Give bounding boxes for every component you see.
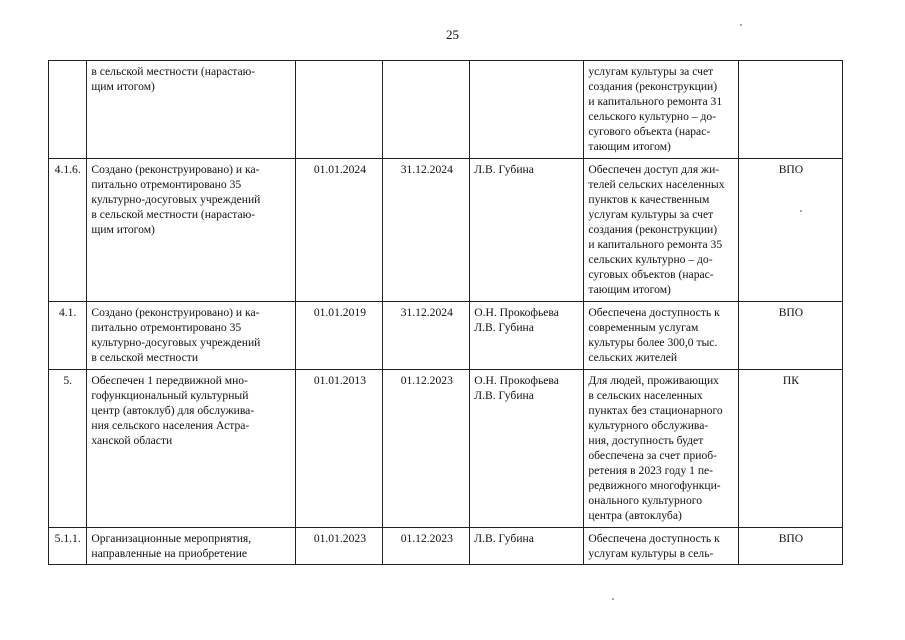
text-line: и капитального ремонта 31 — [588, 95, 723, 108]
text-line: в сельской местности — [91, 351, 199, 364]
item-number-cell: 5.1.1. — [49, 528, 87, 565]
start-date-cell: 01.01.2024 — [296, 159, 383, 302]
text-line: ретения в 2023 году 1 пе- — [588, 464, 714, 477]
text-line: питально отремонтировано 35 — [91, 321, 242, 334]
result-cell — [584, 528, 739, 565]
document-type-cell — [738, 61, 842, 159]
text-line: Организационные мероприятия, — [91, 532, 252, 545]
table-row — [49, 528, 843, 565]
table-row — [49, 302, 843, 370]
result-cell — [584, 370, 739, 528]
text-line: в сельских населенных — [588, 389, 703, 402]
text-line: культурно-досуговых учреждений — [91, 336, 261, 349]
text-line: Обеспечена доступность к — [588, 306, 720, 319]
item-name-cell — [87, 159, 296, 302]
text-line: в сельской местности (нарастаю- — [91, 208, 256, 221]
text-line: услугам культуры в сель- — [588, 547, 714, 560]
end-date-cell: 01.12.2023 — [383, 370, 470, 528]
item-number-cell: 4.1.6. — [49, 159, 87, 302]
text-line: центра (автоклуба) — [588, 509, 682, 522]
text-line: Обеспечен 1 передвижной мно- — [91, 374, 248, 387]
result-cell — [584, 159, 739, 302]
text-line: пунктах без стационарного — [588, 404, 723, 417]
text-line: направленные на приобретение — [91, 547, 248, 560]
end-date-cell: 31.12.2024 — [383, 302, 470, 370]
text-line: создания (реконструкции) — [588, 223, 718, 236]
document-type-cell: ПК — [738, 370, 842, 528]
text-line: Л.В. Губина — [474, 532, 534, 545]
text-line: питально отремонтировано 35 — [91, 178, 242, 191]
item-name-cell — [87, 61, 296, 159]
end-date-cell — [383, 61, 470, 159]
page-number: 25 — [446, 27, 459, 42]
text-line: услугам культуры за счет — [588, 208, 714, 221]
item-name-cell — [87, 370, 296, 528]
responsible-cell — [470, 528, 584, 565]
text-line: сельских культурно – до- — [588, 253, 713, 266]
text-line: Л.В. Губина — [474, 321, 534, 334]
table-row — [49, 61, 843, 159]
text-line: ханской области — [91, 434, 173, 447]
text-line: О.Н. Прокофьева — [474, 306, 559, 319]
text-line: современным услугам — [588, 321, 699, 334]
text-line: Обеспечена доступность к — [588, 532, 720, 545]
item-number-cell — [49, 61, 87, 159]
end-date-cell: 01.12.2023 — [383, 528, 470, 565]
document-type-cell: ВПО — [738, 528, 842, 565]
item-number-cell: 4.1. — [49, 302, 87, 370]
text-line: Создано (реконструировано) и ка- — [91, 163, 260, 176]
text-line: центр (автоклуб) для обслужива- — [91, 404, 255, 417]
result-cell — [584, 302, 739, 370]
scan-speck — [800, 210, 802, 212]
text-line: Создано (реконструировано) и ка- — [91, 306, 260, 319]
text-line: редвижного многофункци- — [588, 479, 721, 492]
text-line: обеспечена за счет приоб- — [588, 449, 718, 462]
start-date-cell: 01.01.2019 — [296, 302, 383, 370]
start-date-cell — [296, 61, 383, 159]
text-line: тающим итогом) — [588, 140, 671, 153]
text-line: ния сельского населения Астра- — [91, 419, 250, 432]
end-date-cell: 31.12.2024 — [383, 159, 470, 302]
text-line: создания (реконструкции) — [588, 80, 718, 93]
document-type-cell: ВПО — [738, 159, 842, 302]
text-line: щим итогом) — [91, 223, 155, 236]
table-row — [49, 370, 843, 528]
item-name-cell — [87, 302, 296, 370]
text-line: Для людей, проживающих — [588, 374, 719, 387]
responsible-cell — [470, 159, 584, 302]
text-line: пунктов к качественным — [588, 193, 710, 206]
text-line: сельских жителей — [588, 351, 678, 364]
text-line: онального культурного — [588, 494, 703, 507]
result-cell — [584, 61, 739, 159]
text-line: гофункциональный культурный — [91, 389, 249, 402]
text-line: телей сельских населенных — [588, 178, 725, 191]
start-date-cell: 01.01.2023 — [296, 528, 383, 565]
text-line: О.Н. Прокофьева — [474, 374, 559, 387]
text-line: Л.В. Губина — [474, 163, 534, 176]
responsible-cell — [470, 302, 584, 370]
text-line: культуры более 300,0 тыс. — [588, 336, 718, 349]
responsible-cell — [470, 370, 584, 528]
text-line: сугового объекта (нарас- — [588, 125, 711, 138]
table-body — [49, 61, 843, 565]
item-number-cell: 5. — [49, 370, 87, 528]
text-line: сельского культурно – до- — [588, 110, 717, 123]
text-line: в сельской местности (нарастаю- — [91, 65, 256, 78]
text-line: суговых объектов (нарас- — [588, 268, 714, 281]
text-line: культурного обслужива- — [588, 419, 709, 432]
scan-speck — [740, 24, 742, 26]
text-line: и капитального ремонта 35 — [588, 238, 723, 251]
document-type-cell: ВПО — [738, 302, 842, 370]
text-line: тающим итогом) — [588, 283, 671, 296]
text-line: Л.В. Губина — [474, 389, 534, 402]
text-line: Обеспечен доступ для жи- — [588, 163, 720, 176]
item-name-cell — [87, 528, 296, 565]
scan-speck — [612, 598, 614, 600]
responsible-cell — [470, 61, 584, 159]
table-row — [49, 159, 843, 302]
plan-table — [48, 60, 843, 565]
text-line: услугам культуры за счет — [588, 65, 714, 78]
text-line: культурно-досуговых учреждений — [91, 193, 261, 206]
text-line: щим итогом) — [91, 80, 155, 93]
text-line: ния, доступность будет — [588, 434, 704, 447]
start-date-cell: 01.01.2013 — [296, 370, 383, 528]
